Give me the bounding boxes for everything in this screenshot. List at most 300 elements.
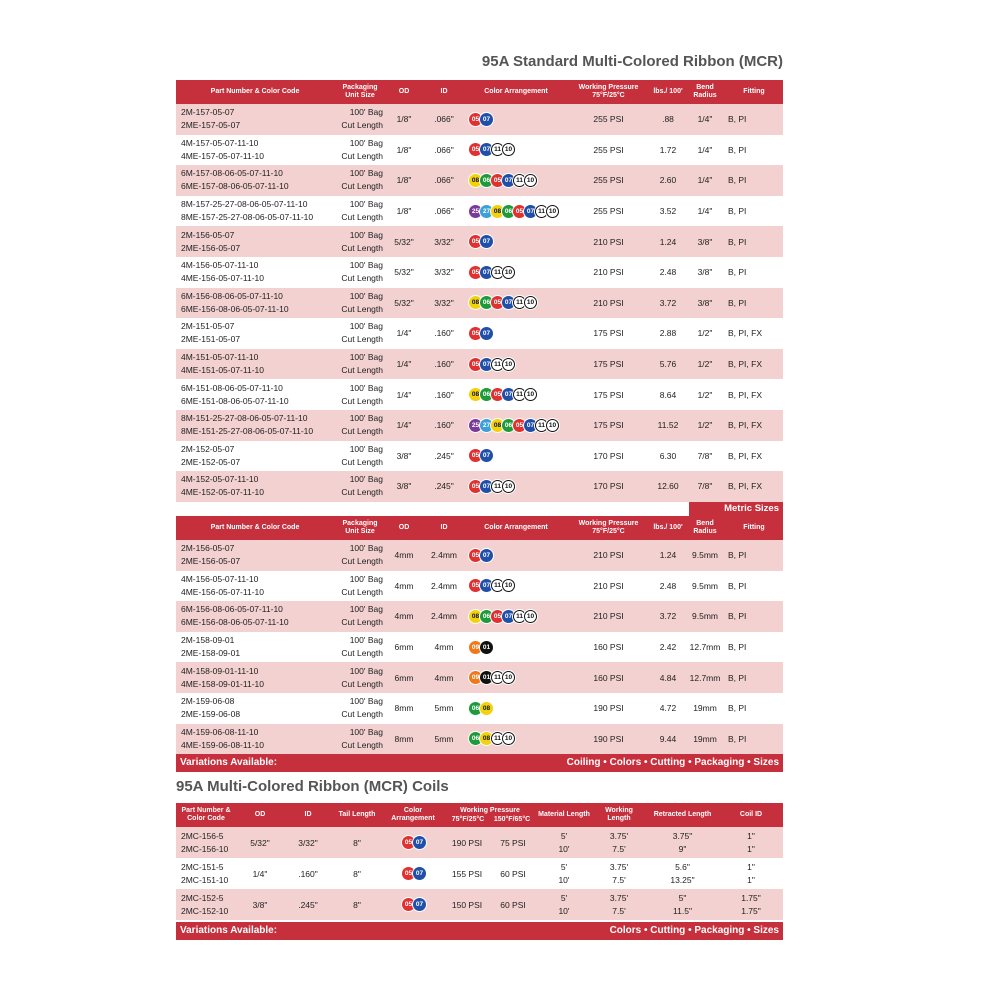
color-code-circle: 25 xyxy=(469,419,482,432)
color-code-circle: 05 xyxy=(469,579,482,592)
coil-header-wp150: 150°F/65°C xyxy=(493,816,531,823)
color-code-circle: 11 xyxy=(491,732,504,745)
weight-value: 8.64 xyxy=(651,379,685,410)
coil-header-id: ID xyxy=(284,803,332,827)
color-code-circle: 05 xyxy=(402,898,415,911)
color-code-circle: 08 xyxy=(480,732,493,745)
color-code-circle: 06 xyxy=(480,388,493,401)
od-value: 1/4" xyxy=(386,410,422,441)
packaging: 100' Bag Cut Length xyxy=(334,410,386,441)
color-code-circle: 11 xyxy=(513,610,526,623)
color-code-circle: 06 xyxy=(502,205,515,218)
fitting-value: B, PI xyxy=(725,632,783,663)
packaging: 100' Bag Cut Length xyxy=(334,441,386,472)
bend-radius: 1/4" xyxy=(685,135,725,166)
packaging: 100' Bag Cut Length xyxy=(334,662,386,693)
color-arrangement-cell xyxy=(466,540,566,571)
color-arrangement-cell xyxy=(466,693,566,724)
coil-working-length: 3.75' 7.5' xyxy=(592,889,646,920)
color-arrangement xyxy=(469,267,513,277)
coil-material-length: 5' 10' xyxy=(536,827,592,858)
working-pressure: 170 PSI xyxy=(566,441,651,472)
packaging: 100' Bag Cut Length xyxy=(334,724,386,755)
color-code-circle: 05 xyxy=(469,143,482,156)
working-pressure: 175 PSI xyxy=(566,410,651,441)
id-value: .066" xyxy=(422,165,466,196)
packaging: 100' Bag Cut Length xyxy=(334,571,386,602)
color-arrangement xyxy=(469,703,491,713)
color-code-circle: 05 xyxy=(513,205,526,218)
coil-wp150: 75 PSI xyxy=(490,827,536,858)
coil-header-tail: Tail Length xyxy=(332,803,382,827)
color-code-circle: 11 xyxy=(513,174,526,187)
coil-working-length: 3.75' 7.5' xyxy=(592,827,646,858)
color-code-circle: 08 xyxy=(480,702,493,715)
color-code-circle: 10 xyxy=(502,266,515,279)
color-arrangement-cell xyxy=(466,165,566,196)
color-code-circle: 11 xyxy=(513,296,526,309)
id-value: 2.4mm xyxy=(422,601,466,632)
packaging: 100' Bag Cut Length xyxy=(334,288,386,319)
metric-sizes-label: Metric Sizes xyxy=(689,502,783,516)
color-code-circle: 10 xyxy=(502,480,515,493)
coil-id: .245" xyxy=(284,889,332,920)
header-wp: Working Pressure 75°F/25°C xyxy=(566,80,651,104)
color-code-circle: 25 xyxy=(469,205,482,218)
coil-row xyxy=(176,827,783,858)
id-value: .066" xyxy=(422,104,466,135)
part-number: 6M-151-08-06-05-07-11-10 6ME-151-08-06-05-07-11-10 xyxy=(176,379,334,410)
color-code-circle: 05 xyxy=(469,358,482,371)
color-code-circle: 10 xyxy=(502,671,515,684)
part-number: 2M-156-05-07 2ME-156-05-07 xyxy=(176,226,334,257)
color-code-circle: 05 xyxy=(469,480,482,493)
coil-header-retracted: Retracted Length xyxy=(646,803,719,827)
standard-row xyxy=(176,104,783,135)
packaging: 100' Bag Cut Length xyxy=(334,471,386,502)
bend-radius: 3/8" xyxy=(685,257,725,288)
coil-color-cell xyxy=(382,889,444,920)
od-value: 5/32" xyxy=(386,226,422,257)
part-number: 6M-157-08-06-05-07-11-10 6ME-157-08-06-05-07-11-10 xyxy=(176,165,334,196)
color-arrangement xyxy=(402,868,424,878)
color-code-circle: 08 xyxy=(469,174,482,187)
id-value: 3/32" xyxy=(422,257,466,288)
metric-header-wp: Working Pressure 75°F/25°C xyxy=(566,516,651,540)
color-arrangement xyxy=(469,328,491,338)
coil-color-cell xyxy=(382,858,444,889)
weight-value: 9.44 xyxy=(651,724,685,755)
id-value: 5mm xyxy=(422,693,466,724)
fitting-value: B, PI xyxy=(725,226,783,257)
fitting-value: B, PI xyxy=(725,571,783,602)
packaging: 100' Bag Cut Length xyxy=(334,693,386,724)
coils-variations-bar xyxy=(176,922,783,940)
color-code-circle: 27 xyxy=(480,419,493,432)
color-code-circle: 07 xyxy=(480,143,493,156)
packaging: 100' Bag Cut Length xyxy=(334,196,386,227)
coil-od: 3/8" xyxy=(236,889,284,920)
fitting-value: B, PI xyxy=(725,724,783,755)
metric-header-od: OD xyxy=(386,516,422,540)
part-number: 2M-159-06-08 2ME-159-06-08 xyxy=(176,693,334,724)
color-arrangement-cell xyxy=(466,601,566,632)
color-arrangement xyxy=(469,114,491,124)
color-arrangement-cell xyxy=(466,571,566,602)
coil-header-od: OD xyxy=(236,803,284,827)
weight-value: 2.48 xyxy=(651,571,685,602)
color-arrangement-cell xyxy=(466,318,566,349)
standard-row xyxy=(176,288,783,319)
coil-wp150: 60 PSI xyxy=(490,858,536,889)
metric-row xyxy=(176,632,783,663)
standard-row xyxy=(176,349,783,380)
color-code-circle: 10 xyxy=(502,358,515,371)
variations-bar xyxy=(176,754,783,772)
bend-radius: 1/4" xyxy=(685,165,725,196)
standard-row xyxy=(176,257,783,288)
color-arrangement-cell xyxy=(466,135,566,166)
color-code-circle: 05 xyxy=(402,836,415,849)
od-value: 1/8" xyxy=(386,165,422,196)
working-pressure: 255 PSI xyxy=(566,104,651,135)
color-arrangement-cell xyxy=(466,632,566,663)
part-number: 6M-156-08-06-05-07-11-10 6ME-156-08-06-05-07-11-10 xyxy=(176,601,334,632)
color-arrangement-cell xyxy=(466,441,566,472)
color-code-circle: 11 xyxy=(491,266,504,279)
od-value: 8mm xyxy=(386,724,422,755)
part-number: 4M-156-05-07-11-10 4ME-156-05-07-11-10 xyxy=(176,571,334,602)
coil-color-cell xyxy=(382,827,444,858)
color-code-circle: 11 xyxy=(491,579,504,592)
color-code-circle: 07 xyxy=(480,266,493,279)
weight-value: 12.60 xyxy=(651,471,685,502)
color-code-circle: 05 xyxy=(469,266,482,279)
id-value: .160" xyxy=(422,318,466,349)
coils-variations-label: Variations Available: xyxy=(180,925,278,936)
color-code-circle: 11 xyxy=(491,358,504,371)
coil-wp75: 150 PSI xyxy=(444,889,490,920)
coil-tail: 8" xyxy=(332,827,382,858)
coil-wp75: 155 PSI xyxy=(444,858,490,889)
color-code-circle: 10 xyxy=(502,143,515,156)
od-value: 1/8" xyxy=(386,104,422,135)
color-code-circle: 11 xyxy=(491,671,504,684)
coil-header-wp xyxy=(444,803,536,827)
part-number: 4M-151-05-07-11-10 4ME-151-05-07-11-10 xyxy=(176,349,334,380)
color-code-circle: 08 xyxy=(469,388,482,401)
id-value: 5mm xyxy=(422,724,466,755)
coil-header-wp-title: Working Pressure xyxy=(460,807,520,814)
color-arrangement-cell xyxy=(466,349,566,380)
color-code-circle: 09 xyxy=(469,671,482,684)
bend-radius: 12.7mm xyxy=(685,632,725,663)
coil-od: 5/32" xyxy=(236,827,284,858)
color-code-circle: 10 xyxy=(524,296,537,309)
part-number: 8M-151-25-27-08-06-05-07-11-10 8ME-151-25-27-08-06-05-07-11-10 xyxy=(176,410,334,441)
fitting-value: B, PI, FX xyxy=(725,441,783,472)
color-code-circle: 11 xyxy=(535,419,548,432)
bend-radius: 1/2" xyxy=(685,410,725,441)
od-value: 5/32" xyxy=(386,288,422,319)
coil-tail: 8" xyxy=(332,889,382,920)
color-code-circle: 01 xyxy=(480,641,493,654)
color-code-circle: 07 xyxy=(480,579,493,592)
id-value: 3/32" xyxy=(422,288,466,319)
color-code-circle: 05 xyxy=(469,327,482,340)
color-code-circle: 07 xyxy=(480,449,493,462)
color-arrangement-cell xyxy=(466,104,566,135)
working-pressure: 190 PSI xyxy=(566,693,651,724)
fitting-value: B, PI xyxy=(725,165,783,196)
fitting-value: B, PI xyxy=(725,196,783,227)
metric-row xyxy=(176,693,783,724)
bend-radius: 3/8" xyxy=(685,226,725,257)
part-number: 4M-157-05-07-11-10 4ME-157-05-07-11-10 xyxy=(176,135,334,166)
fitting-value: B, PI, FX xyxy=(725,318,783,349)
color-code-circle: 06 xyxy=(469,702,482,715)
packaging: 100' Bag Cut Length xyxy=(334,379,386,410)
fitting-value: B, PI xyxy=(725,540,783,571)
od-value: 6mm xyxy=(386,662,422,693)
packaging: 100' Bag Cut Length xyxy=(334,104,386,135)
color-code-circle: 07 xyxy=(413,867,426,880)
bend-radius: 12.7mm xyxy=(685,662,725,693)
color-code-circle: 10 xyxy=(502,732,515,745)
color-code-circle: 07 xyxy=(524,419,537,432)
standard-row xyxy=(176,410,783,441)
color-code-circle: 05 xyxy=(402,867,415,880)
color-code-circle: 07 xyxy=(480,235,493,248)
weight-value: 2.60 xyxy=(651,165,685,196)
od-value: 1/4" xyxy=(386,318,422,349)
od-value: 4mm xyxy=(386,540,422,571)
color-arrangement-cell xyxy=(466,196,566,227)
standard-row xyxy=(176,196,783,227)
working-pressure: 170 PSI xyxy=(566,471,651,502)
part-number: 2M-157-05-07 2ME-157-05-07 xyxy=(176,104,334,135)
color-arrangement-cell xyxy=(466,226,566,257)
color-code-circle: 06 xyxy=(469,732,482,745)
bend-radius: 1/2" xyxy=(685,379,725,410)
coil-material-length: 5' 10' xyxy=(536,858,592,889)
header-od: OD xyxy=(386,80,422,104)
color-code-circle: 10 xyxy=(524,174,537,187)
fitting-value: B, PI, FX xyxy=(725,471,783,502)
bend-radius: 7/8" xyxy=(685,441,725,472)
working-pressure: 160 PSI xyxy=(566,662,651,693)
part-number: 8M-157-25-27-08-06-05-07-11-10 8ME-157-25-27-08-06-05-07-11-10 xyxy=(176,196,334,227)
coil-wp150: 60 PSI xyxy=(490,889,536,920)
id-value: .160" xyxy=(422,410,466,441)
color-code-circle: 10 xyxy=(502,579,515,592)
standard-row xyxy=(176,379,783,410)
part-number: 2M-151-05-07 2ME-151-05-07 xyxy=(176,318,334,349)
standard-row xyxy=(176,165,783,196)
header-lbs: lbs./ 100' xyxy=(651,80,685,104)
fitting-value: B, PI, FX xyxy=(725,349,783,380)
variations-items: Coiling • Colors • Cutting • Packaging • Sizes xyxy=(566,757,779,768)
part-number: 4M-159-06-08-11-10 4ME-159-06-08-11-10 xyxy=(176,724,334,755)
coil-header-wp75: 75°F/25°C xyxy=(451,816,485,823)
od-value: 4mm xyxy=(386,601,422,632)
id-value: .066" xyxy=(422,135,466,166)
color-code-circle: 07 xyxy=(480,327,493,340)
color-code-circle: 08 xyxy=(469,610,482,623)
working-pressure: 175 PSI xyxy=(566,318,651,349)
fitting-value: B, PI, FX xyxy=(725,410,783,441)
weight-value: 3.72 xyxy=(651,601,685,632)
weight-value: 3.72 xyxy=(651,288,685,319)
packaging: 100' Bag Cut Length xyxy=(334,135,386,166)
coils-table xyxy=(176,803,783,920)
packaging: 100' Bag Cut Length xyxy=(334,540,386,571)
color-arrangement xyxy=(469,450,491,460)
bend-radius: 1/2" xyxy=(685,318,725,349)
part-number: 4M-156-05-07-11-10 4ME-156-05-07-11-10 xyxy=(176,257,334,288)
coils-title: 95A Multi-Colored Ribbon (MCR) Coils xyxy=(176,778,449,795)
color-code-circle: 06 xyxy=(480,610,493,623)
working-pressure: 175 PSI xyxy=(566,349,651,380)
bend-radius: 9.5mm xyxy=(685,540,725,571)
color-arrangement xyxy=(469,389,535,399)
id-value: .066" xyxy=(422,196,466,227)
od-value: 1/4" xyxy=(386,349,422,380)
standard-table xyxy=(176,80,783,502)
id-value: .245" xyxy=(422,471,466,502)
color-arrangement xyxy=(469,419,557,429)
coil-retracted-length: 5" 11.5" xyxy=(646,889,719,920)
header-id: ID xyxy=(422,80,466,104)
coil-id-value: 1" 1" xyxy=(719,858,783,889)
standard-row xyxy=(176,318,783,349)
color-arrangement-cell xyxy=(466,410,566,441)
metric-header-fitting: Fitting xyxy=(725,516,783,540)
coil-part-number: 2MC-152-5 2MC-152-10 xyxy=(176,889,236,920)
color-code-circle: 07 xyxy=(413,898,426,911)
working-pressure: 160 PSI xyxy=(566,632,651,663)
weight-value: 1.24 xyxy=(651,226,685,257)
part-number: 6M-156-08-06-05-07-11-10 6ME-156-08-06-05-07-11-10 xyxy=(176,288,334,319)
color-code-circle: 05 xyxy=(469,549,482,562)
fitting-value: B, PI xyxy=(725,104,783,135)
coil-header-color: Color Arrangement xyxy=(382,803,444,827)
fitting-value: B, PI, FX xyxy=(725,379,783,410)
color-code-circle: 05 xyxy=(469,235,482,248)
color-code-circle: 07 xyxy=(413,836,426,849)
coil-header-part: Part Number & Color Code xyxy=(176,803,236,827)
color-arrangement xyxy=(469,297,535,307)
working-pressure: 255 PSI xyxy=(566,135,651,166)
color-arrangement xyxy=(469,481,513,491)
color-arrangement xyxy=(469,550,491,560)
coil-header-working: Working Length xyxy=(592,803,646,827)
color-code-circle: 07 xyxy=(480,480,493,493)
coil-row xyxy=(176,889,783,920)
header-part: Part Number & Color Code xyxy=(176,80,334,104)
color-code-circle: 09 xyxy=(469,641,482,654)
bend-radius: 1/2" xyxy=(685,349,725,380)
id-value: .160" xyxy=(422,379,466,410)
color-code-circle: 05 xyxy=(513,419,526,432)
weight-value: 4.84 xyxy=(651,662,685,693)
coil-part-number: 2MC-151-5 2MC-151-10 xyxy=(176,858,236,889)
od-value: 6mm xyxy=(386,632,422,663)
coil-header-coil-id: Coil ID xyxy=(719,803,783,827)
color-code-circle: 06 xyxy=(480,296,493,309)
color-code-circle: 05 xyxy=(491,388,504,401)
color-arrangement xyxy=(469,580,513,590)
od-value: 4mm xyxy=(386,571,422,602)
fitting-value: B, PI xyxy=(725,288,783,319)
id-value: .160" xyxy=(422,349,466,380)
metric-row xyxy=(176,724,783,755)
color-code-circle: 07 xyxy=(524,205,537,218)
od-value: 3/8" xyxy=(386,441,422,472)
packaging: 100' Bag Cut Length xyxy=(334,257,386,288)
standard-row xyxy=(176,441,783,472)
metric-row xyxy=(176,571,783,602)
od-value: 1/8" xyxy=(386,135,422,166)
id-value: 3/32" xyxy=(422,226,466,257)
fitting-value: B, PI xyxy=(725,693,783,724)
coil-retracted-length: 3.75" 9" xyxy=(646,827,719,858)
packaging: 100' Bag Cut Length xyxy=(334,226,386,257)
color-code-circle: 05 xyxy=(469,449,482,462)
color-arrangement xyxy=(402,899,424,909)
page-title: 95A Standard Multi-Colored Ribbon (MCR) xyxy=(481,53,783,70)
weight-value: 5.76 xyxy=(651,349,685,380)
part-number: 4M-152-05-07-11-10 4ME-152-05-07-11-10 xyxy=(176,471,334,502)
color-code-circle: 08 xyxy=(491,419,504,432)
packaging: 100' Bag Cut Length xyxy=(334,632,386,663)
weight-value: 1.24 xyxy=(651,540,685,571)
working-pressure: 210 PSI xyxy=(566,257,651,288)
od-value: 3/8" xyxy=(386,471,422,502)
color-arrangement-cell xyxy=(466,288,566,319)
color-code-circle: 05 xyxy=(491,610,504,623)
color-code-circle: 07 xyxy=(502,610,515,623)
weight-value: 11.52 xyxy=(651,410,685,441)
color-arrangement-cell xyxy=(466,471,566,502)
weight-value: 2.88 xyxy=(651,318,685,349)
color-code-circle: 06 xyxy=(480,174,493,187)
coil-od: 1/4" xyxy=(236,858,284,889)
color-code-circle: 07 xyxy=(502,296,515,309)
color-arrangement xyxy=(469,733,513,743)
header-fitting: Fitting xyxy=(725,80,783,104)
color-code-circle: 11 xyxy=(513,388,526,401)
metric-table xyxy=(176,516,783,754)
color-code-circle: 07 xyxy=(480,549,493,562)
id-value: 4mm xyxy=(422,662,466,693)
weight-value: 4.72 xyxy=(651,693,685,724)
weight-value: .88 xyxy=(651,104,685,135)
color-arrangement xyxy=(469,175,535,185)
working-pressure: 210 PSI xyxy=(566,288,651,319)
coil-id: .160" xyxy=(284,858,332,889)
metric-header-lbs: lbs./ 100' xyxy=(651,516,685,540)
coil-row xyxy=(176,858,783,889)
weight-value: 3.52 xyxy=(651,196,685,227)
coil-wp75: 190 PSI xyxy=(444,827,490,858)
coils-variations-items: Colors • Cutting • Packaging • Sizes xyxy=(609,925,779,936)
packaging: 100' Bag Cut Length xyxy=(334,165,386,196)
fitting-value: B, PI xyxy=(725,257,783,288)
color-code-circle: 10 xyxy=(524,388,537,401)
standard-row xyxy=(176,471,783,502)
metric-row xyxy=(176,540,783,571)
